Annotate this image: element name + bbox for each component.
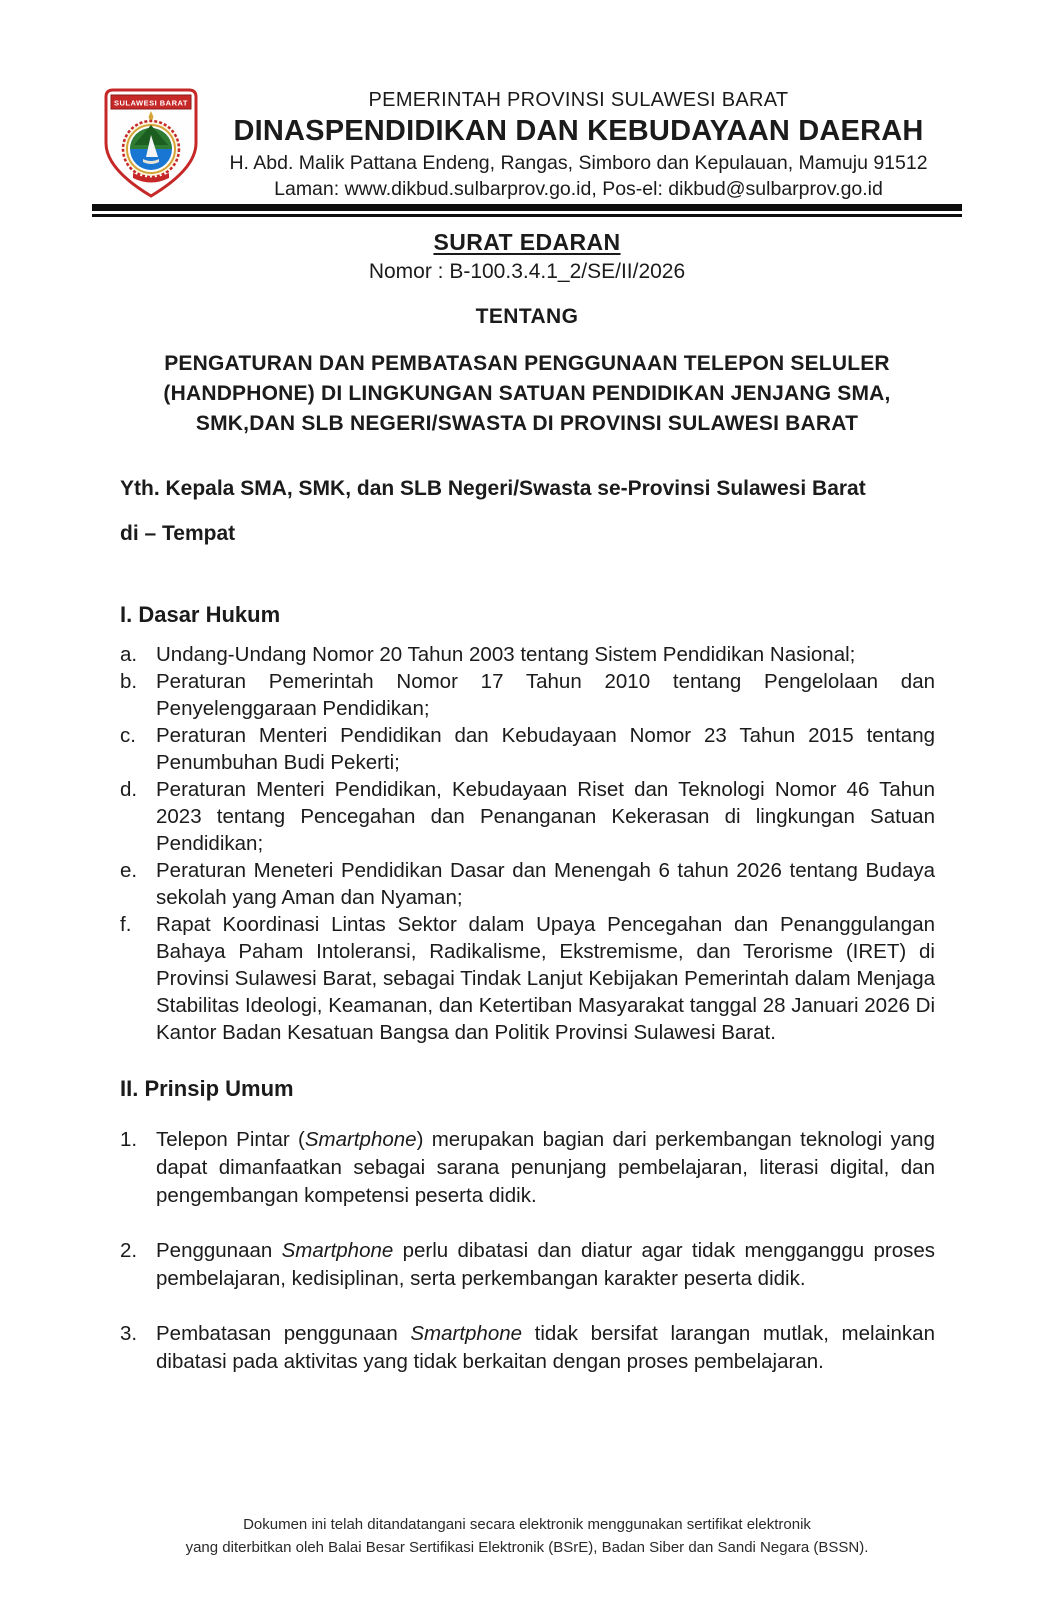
item-text: Peraturan Menteri Pendidikan dan Kebudayaan Nomor 23 Tahun 2015 tentang Penumbuhan Budi Pekerti;	[156, 724, 935, 774]
item-label: b.	[120, 670, 138, 693]
subject-line-2: (HANDPHONE) DI LINGKUNGAN SATUAN PENDIDIKAN JENJANG SMA,	[163, 382, 891, 405]
addressee-block	[120, 477, 935, 546]
legal-basis-item	[120, 722, 935, 776]
legal-basis-item	[120, 641, 935, 668]
letterhead-agency-name: DINASPENDIDIKAN DAN KEBUDAYAAN DAERAH	[233, 115, 924, 147]
item-label: 2.	[120, 1239, 138, 1262]
item-label: a.	[120, 643, 138, 666]
item-label: e.	[120, 859, 138, 882]
principle-item	[120, 1237, 935, 1293]
svg-text:SULAWESI BARAT: SULAWESI BARAT	[114, 98, 188, 108]
subject-line-3: SMK,DAN SLB NEGERI/SWASTA DI PROVINSI SULAWESI BARAT	[195, 412, 859, 435]
provincial-seal-icon	[103, 87, 199, 199]
section-2-heading: II. Prinsip Umum	[120, 1076, 294, 1101]
letterhead-government-line: PEMERINTAH PROVINSI SULAWESI BARAT	[368, 89, 789, 111]
item-text: Peraturan Menteri Pendidikan, Kebudayaan Riset dan Teknologi Nomor 46 Tahun 2023 tentang Pencegahan dan Penanganan Kekerasan di lingkungan Satuan Pendidikan;	[156, 778, 935, 855]
subject-line-1: PENGATURAN DAN PEMBATASAN PENGGUNAAN TELEPON SELULER	[164, 352, 890, 375]
principle-item	[120, 1126, 935, 1210]
item-text: Peraturan Pemerintah Nomor 17 Tahun 2010 tentang Pengelolaan dan Penyelenggaraan Pendidikan;	[156, 670, 935, 720]
document-number: Nomor : B-100.3.4.1_2/SE/II/2026	[368, 260, 686, 283]
letterhead-text	[203, 85, 954, 201]
sulawesi-barat-seal-logo	[103, 87, 199, 199]
footer-line-1: Dokumen ini telah ditandatangani secara elektronik menggunakan sertifikat elektronik	[243, 1516, 811, 1533]
section-1-heading: I. Dasar Hukum	[120, 602, 281, 627]
letterhead	[103, 85, 954, 205]
item-text: Telepon Pintar (Smartphone) merupakan bagian dari perkembangan teknologi yang dapat dimanfaatkan sebagai sarana penunjang pembelajaran, literasi digital, dan pengembangan kompetensi peserta didik.	[156, 1128, 935, 1207]
letter-body	[120, 602, 935, 1403]
about-label: TENTANG	[475, 305, 579, 328]
item-text: Pembatasan penggunaan Smartphone tidak bersifat larangan mutlak, melainkan dibatasi pada aktivitas yang tidak berkaitan dengan proses pembelajaran.	[156, 1322, 935, 1373]
electronic-signature-notice	[0, 1513, 1054, 1559]
legal-basis-item	[120, 857, 935, 911]
item-text: Peraturan Meneteri Pendidikan Dasar dan Menengah 6 tahun 2026 tentang Budaya sekolah yang Aman dan Nyaman;	[156, 859, 935, 909]
letterhead-address: H. Abd. Malik Pattana Endeng, Rangas, Simboro dan Kepulauan, Mamuju 91512	[229, 152, 928, 174]
item-label: f.	[120, 913, 132, 936]
letterhead-contact: Laman: www.dikbud.sulbarprov.go.id, Pos-el: dikbud@sulbarprov.go.id	[274, 178, 883, 200]
letterhead-divider-rule	[92, 204, 962, 217]
item-label: d.	[120, 778, 138, 801]
legal-basis-item	[120, 911, 935, 1046]
document-subject	[0, 349, 1054, 439]
footer-line-2: yang diterbitkan oleh Balai Besar Sertifikasi Elektronik (BSrE), Badan Siber dan Sandi Negara (BSSN).	[185, 1539, 869, 1556]
legal-basis-item	[120, 668, 935, 722]
item-label: 3.	[120, 1322, 138, 1345]
addressee-recipient: Yth. Kepala SMA, SMK, dan SLB Negeri/Swasta se-Provinsi Sulawesi Barat	[120, 477, 866, 500]
item-text: Undang-Undang Nomor 20 Tahun 2003 tentang Sistem Pendidikan Nasional;	[156, 643, 856, 666]
item-text: Penggunaan Smartphone perlu dibatasi dan diatur agar tidak mengganggu proses pembelajaran, kedisiplinan, serta perkembangan karakter peserta didik.	[156, 1239, 935, 1290]
item-label: c.	[120, 724, 136, 747]
item-label: 1.	[120, 1128, 138, 1151]
title-block	[0, 229, 1054, 439]
addressee-place: di – Tempat	[120, 522, 236, 545]
principle-item	[120, 1320, 935, 1376]
item-text: Rapat Koordinasi Lintas Sektor dalam Upaya Pencegahan dan Penanggulangan Bahaya Paham Intoleransi, Radikalisme, Ekstremisme, dan Terorisme (IRET) di Provinsi Sulawesi Barat, sebagai Tindak Lanjut Kebijakan Pemerintah dalam Menjaga Stabilitas Ideologi, Keamanan, dan Ketertiban Masyarakat tanggal 28 Januari 2026 Di Kantor Badan Kesatuan Bangsa dan Politik Provinsi Sulawesi Barat.	[156, 913, 935, 1044]
legal-basis-item	[120, 776, 935, 857]
document-title: SURAT EDARAN	[433, 229, 621, 255]
